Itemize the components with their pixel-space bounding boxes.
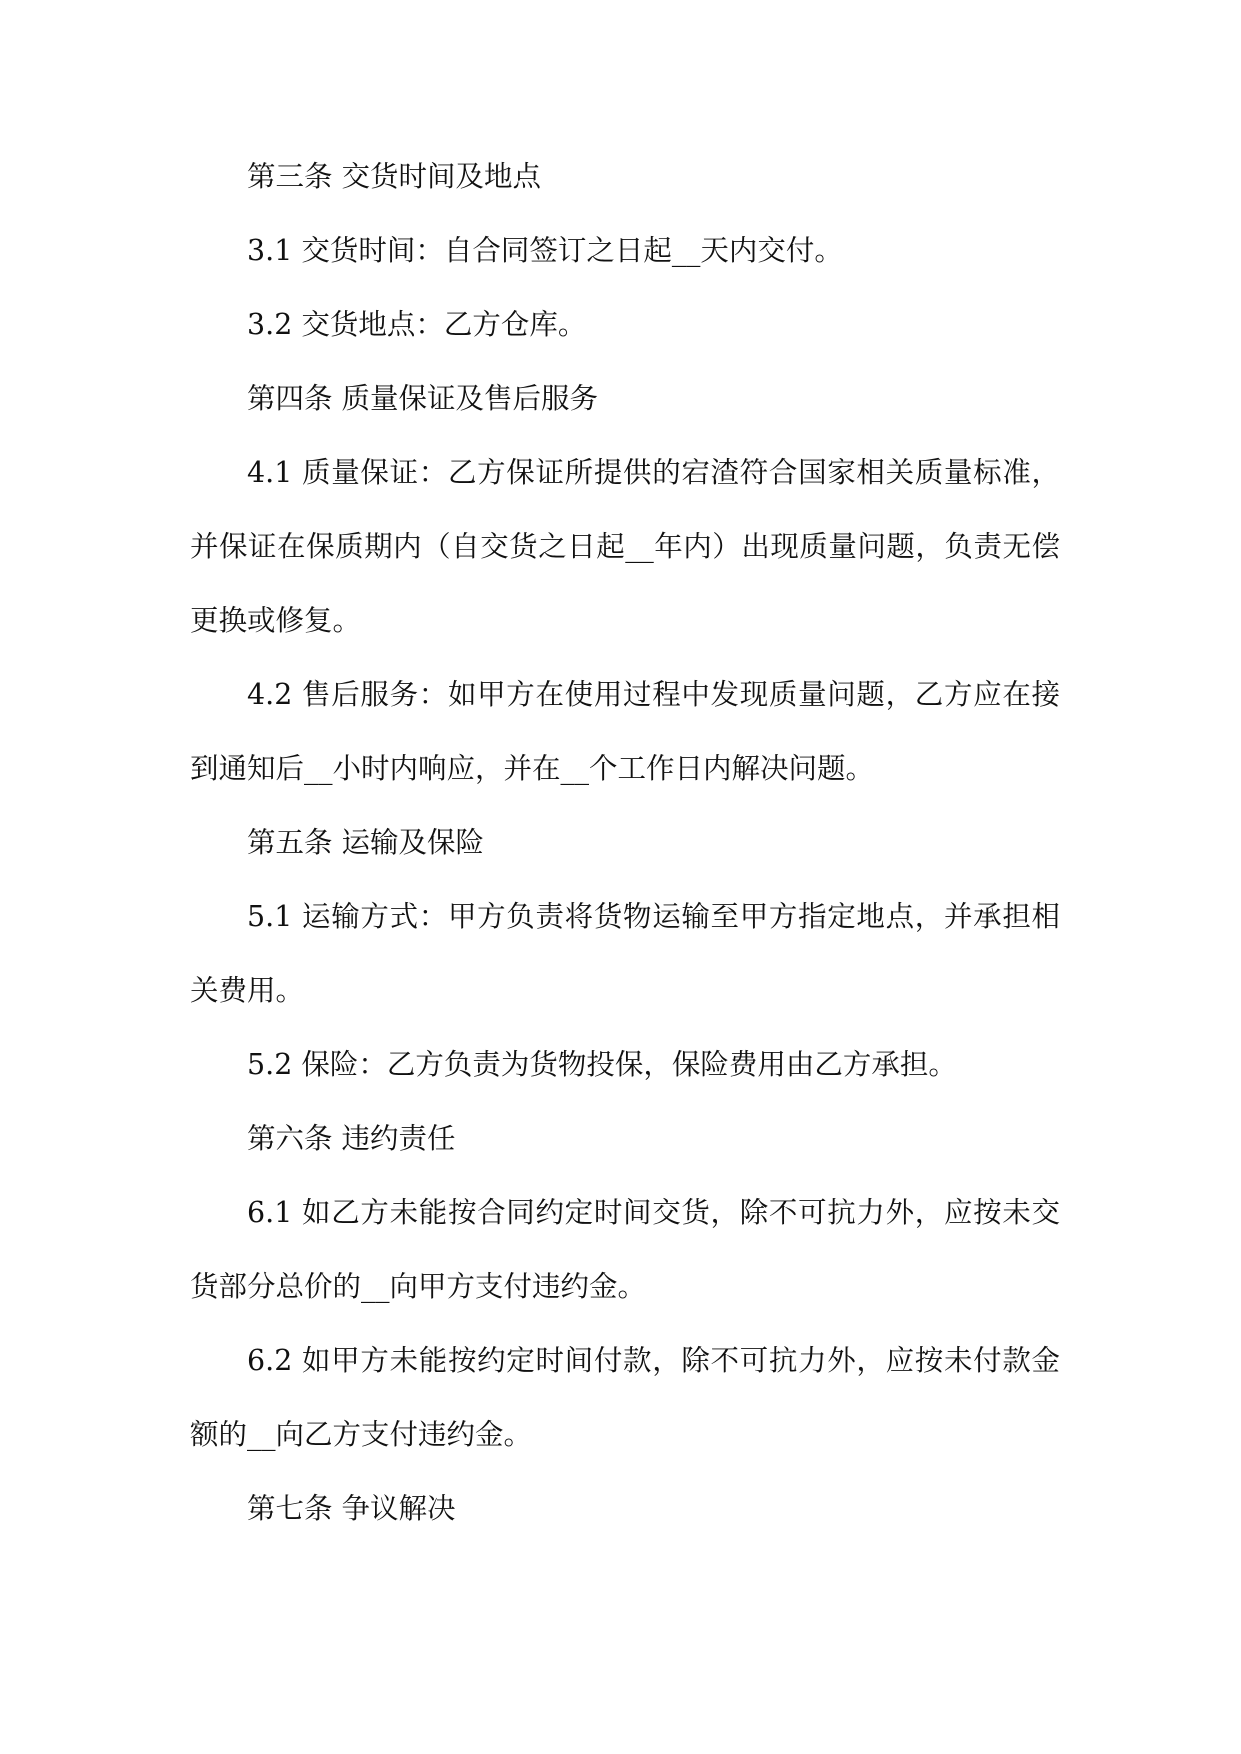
clause-5-1: 5.1 运输方式：甲方负责将货物运输至甲方指定地点，并承担相关费用。	[190, 900, 1060, 1007]
clause-4-2: 4.2 售后服务：如甲方在使用过程中发现质量问题，乙方应在接到通知后__小时内响应，并在__个工作日内解决问题。	[190, 678, 1060, 785]
article-3-heading: 第三条 交货时间及地点	[247, 160, 542, 193]
clause-6-1: 6.1 如乙方未能按合同约定时间交货，除不可抗力外，应按未交货部分总价的__向甲方支付违约金。	[190, 1196, 1060, 1303]
article-7-heading: 第七条 争议解决	[247, 1492, 456, 1525]
article-4-heading: 第四条 质量保证及售后服务	[247, 382, 599, 415]
article-6-heading: 第六条 违约责任	[247, 1122, 456, 1155]
clause-3-2: 3.2 交货地点：乙方仓库。	[247, 308, 587, 341]
clause-5-2: 5.2 保险：乙方负责为货物投保，保险费用由乙方承担。	[247, 1048, 957, 1081]
clause-4-1: 4.1 质量保证：乙方保证所提供的宕渣符合国家相关质量标准，并保证在保质期内（自交货之日起__年内）出现质量问题，负责无偿更换或修复。	[190, 456, 1060, 637]
clause-6-2: 6.2 如甲方未能按约定时间付款，除不可抗力外，应按未付款金额的__向乙方支付违约金。	[190, 1344, 1060, 1451]
clause-3-1: 3.1 交货时间：自合同签订之日起__天内交付。	[247, 234, 843, 267]
article-5-heading: 第五条 运输及保险	[247, 826, 485, 859]
document-body	[190, 140, 1060, 1546]
